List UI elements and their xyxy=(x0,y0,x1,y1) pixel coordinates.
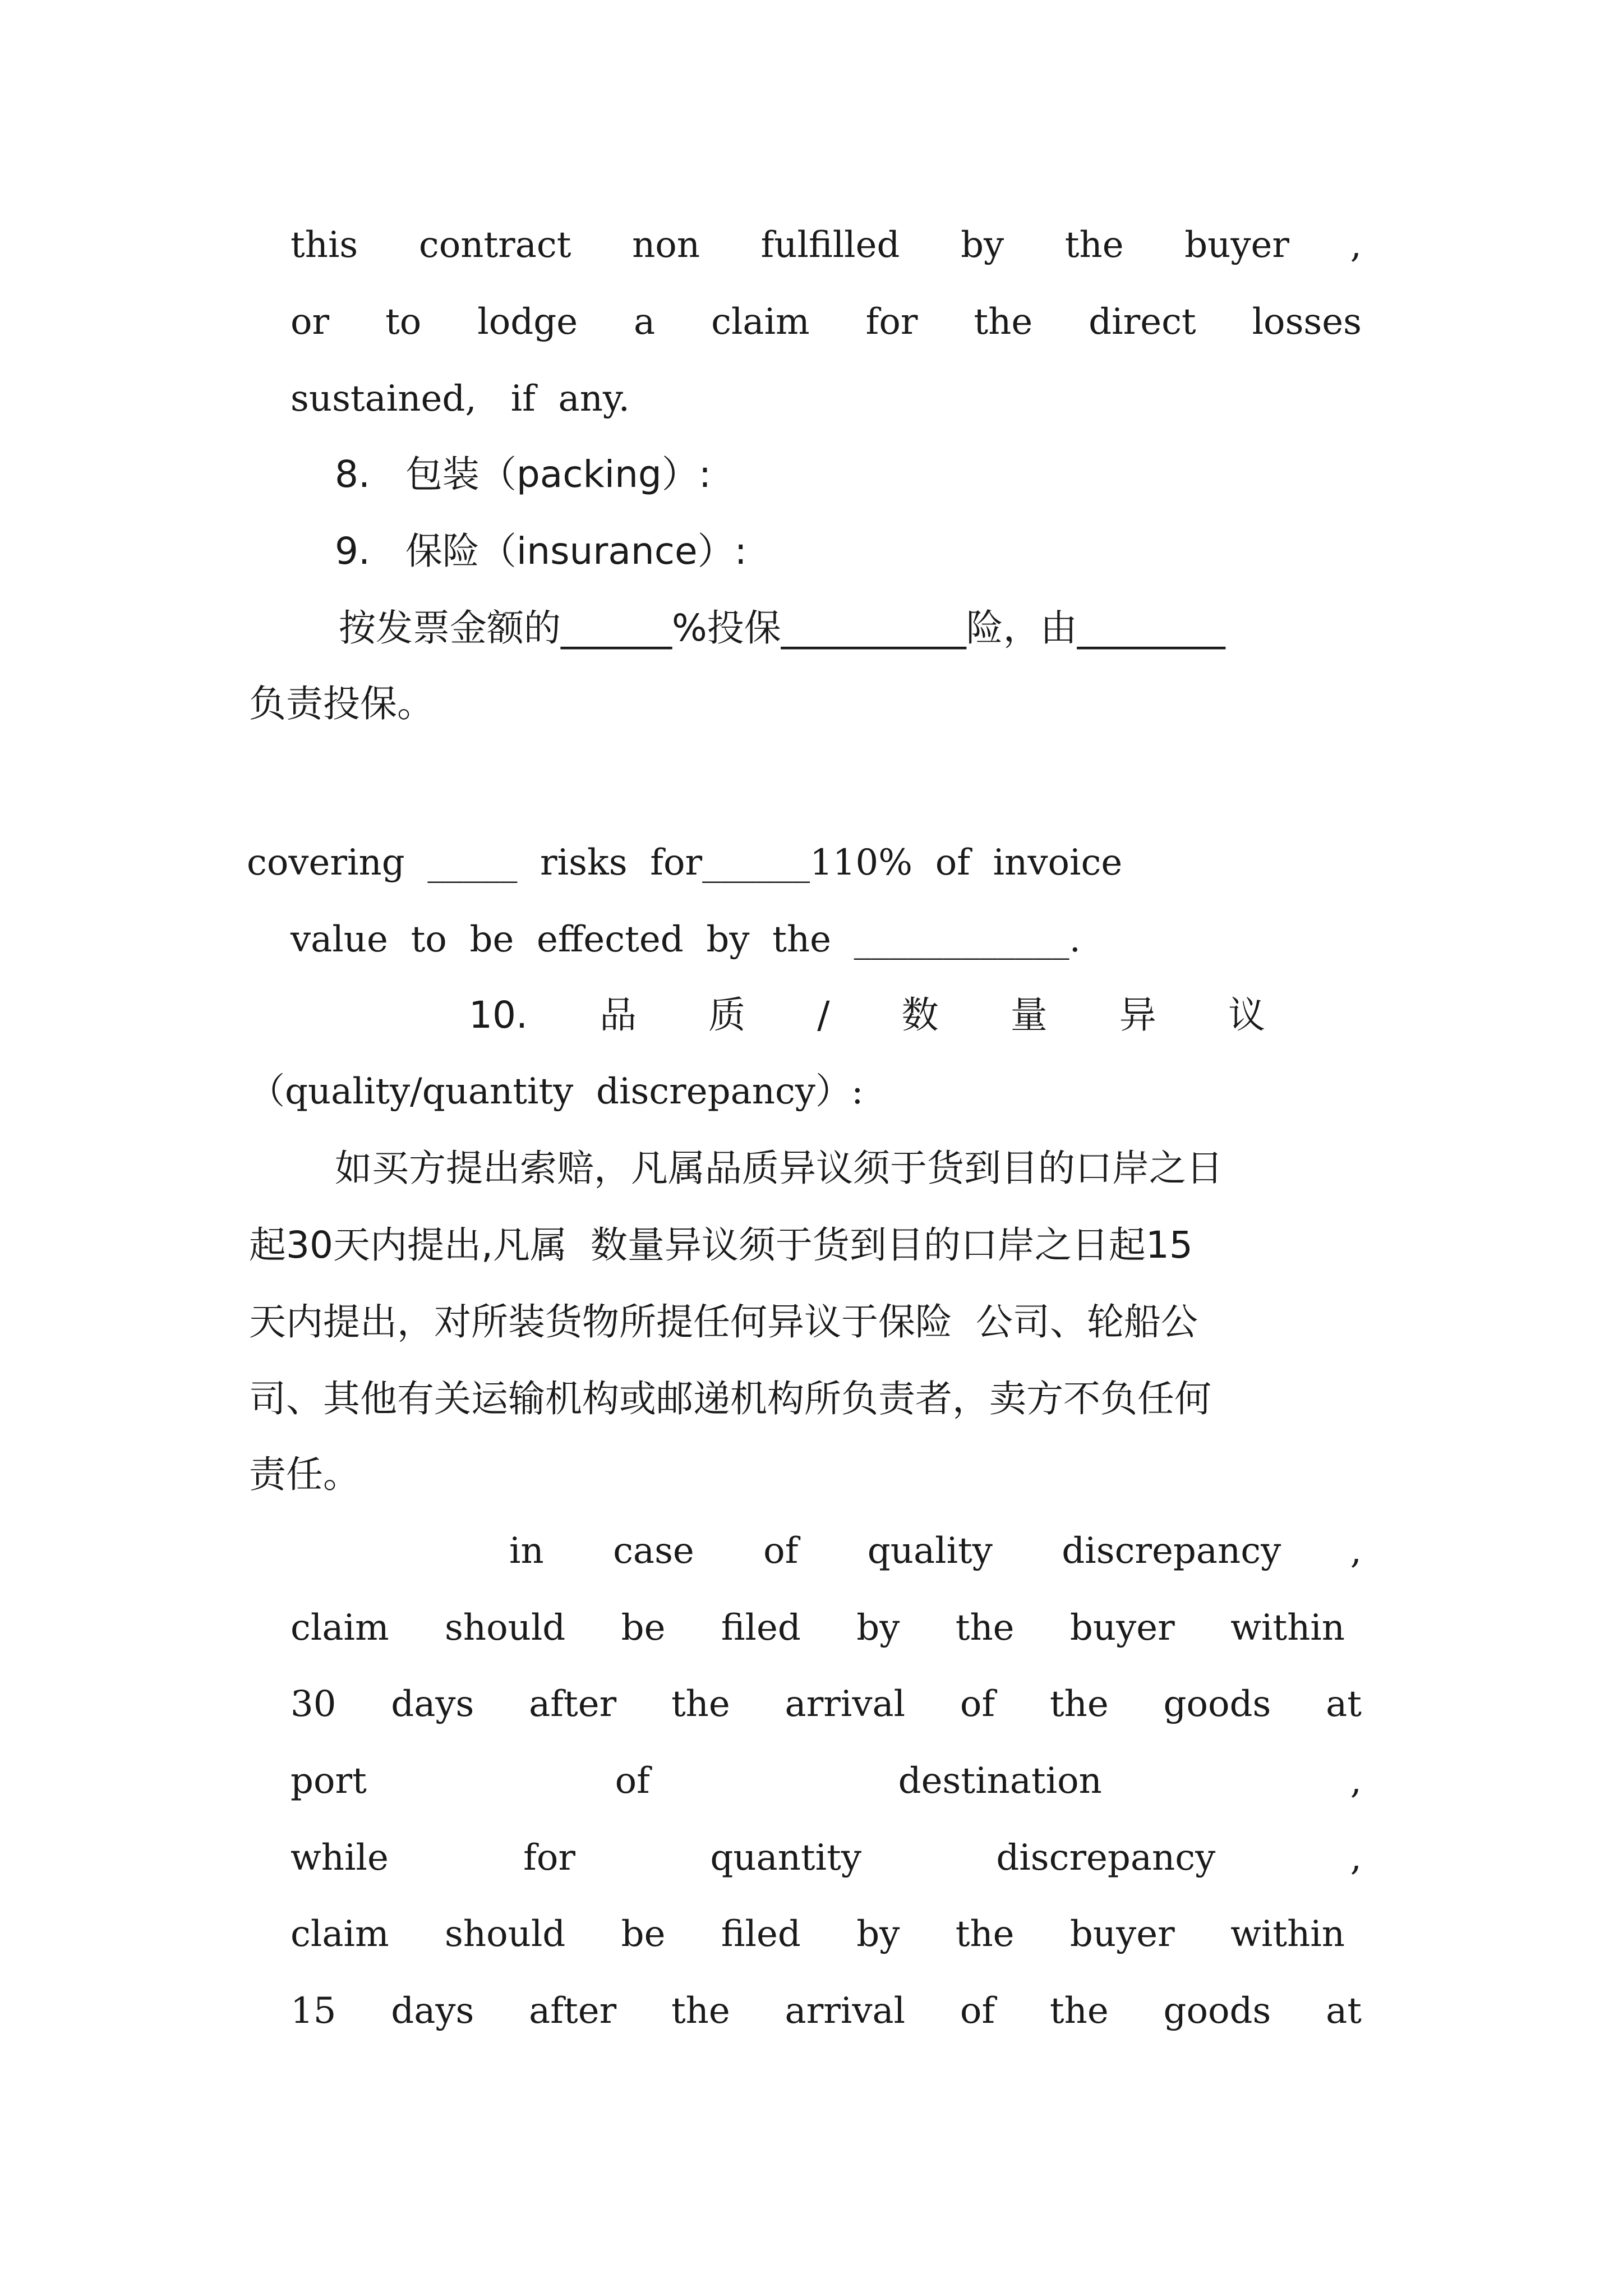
word: the xyxy=(955,1913,1015,1955)
word: claim xyxy=(291,1607,389,1649)
word: by xyxy=(856,1913,900,1955)
word: 10. xyxy=(469,993,528,1037)
word: fulfilled xyxy=(760,224,900,266)
word: port xyxy=(291,1760,367,1802)
word: for xyxy=(865,301,918,343)
word: after xyxy=(529,1683,617,1725)
word: 数 xyxy=(901,993,939,1037)
word: this xyxy=(291,224,358,266)
word: of xyxy=(960,1683,995,1725)
word: , xyxy=(1350,1837,1362,1879)
word: days xyxy=(391,1683,474,1725)
word: be xyxy=(621,1913,666,1955)
word: quantity xyxy=(710,1837,861,1879)
word: / xyxy=(817,993,830,1037)
word: goods xyxy=(1163,1683,1271,1725)
word: 15 xyxy=(291,1990,336,2032)
word: at xyxy=(1326,1990,1362,2032)
word: the xyxy=(671,1683,730,1725)
line-13: 起30天内提出,凡属 数量异议须于货到目的口岸之日起15 xyxy=(249,1223,1193,1267)
word: discrepancy xyxy=(1062,1530,1281,1572)
line-16: 责任。 xyxy=(249,1453,360,1496)
word: be xyxy=(621,1607,666,1649)
word: of xyxy=(763,1530,799,1572)
word: arrival xyxy=(785,1990,906,2032)
word: direct xyxy=(1089,301,1196,343)
line-7: 负责投保。 xyxy=(249,682,434,725)
word: buyer xyxy=(1184,224,1289,266)
line-22 xyxy=(291,1913,1345,1955)
word: the xyxy=(1049,1683,1109,1725)
word: , xyxy=(1350,1530,1362,1572)
line-4-packing: 8. 包装（packing）: xyxy=(335,453,712,496)
word: contract xyxy=(418,224,571,266)
word: within xyxy=(1230,1607,1345,1649)
word: in xyxy=(509,1530,544,1572)
word: buyer xyxy=(1069,1913,1175,1955)
word: at xyxy=(1326,1683,1362,1725)
word: 议 xyxy=(1228,993,1265,1037)
word: the xyxy=(671,1990,730,2032)
line-8-covering: covering _____ risks for______110% of invoice xyxy=(247,842,1123,884)
word: destination xyxy=(898,1760,1102,1802)
word: by xyxy=(961,224,1004,266)
word: to xyxy=(385,301,422,343)
line-17 xyxy=(509,1530,1362,1572)
line-3: sustained, if any. xyxy=(291,378,630,420)
word: case xyxy=(613,1530,694,1572)
word: of xyxy=(615,1760,650,1802)
word: goods xyxy=(1163,1990,1271,2032)
word: filed xyxy=(721,1913,801,1955)
word: buyer xyxy=(1069,1607,1175,1649)
word: a xyxy=(634,301,656,343)
word: , xyxy=(1350,224,1362,266)
line-6: 按发票金额的______%投保__________险，由________ xyxy=(339,606,1225,650)
word: for xyxy=(523,1837,575,1879)
line-18 xyxy=(291,1607,1345,1649)
word: 30 xyxy=(291,1683,336,1725)
line-23 xyxy=(291,1990,1362,2032)
word: the xyxy=(1049,1990,1109,2032)
line-21 xyxy=(291,1837,1362,1879)
line-2 xyxy=(291,301,1362,343)
line-9: value to be effected by the ____________. xyxy=(291,919,1081,960)
line-5-insurance: 9. 保险（insurance）: xyxy=(335,530,747,573)
line-10-heading xyxy=(469,993,1265,1037)
word: after xyxy=(529,1990,617,2032)
line-20 xyxy=(291,1760,1362,1802)
line-14: 天内提出，对所装货物所提任何异议于保险 公司、轮船公 xyxy=(249,1300,1198,1343)
word: arrival xyxy=(785,1683,906,1725)
line-1 xyxy=(291,224,1362,266)
word: the xyxy=(974,301,1033,343)
word: filed xyxy=(721,1607,801,1649)
line-12: 如买方提出索赔，凡属品质异议须于货到目的口岸之日 xyxy=(335,1147,1223,1190)
word: 质 xyxy=(708,993,746,1037)
word: , xyxy=(1350,1760,1362,1802)
word: should xyxy=(445,1607,566,1649)
word: lodge xyxy=(477,301,578,343)
word: days xyxy=(391,1990,474,2032)
word: 量 xyxy=(1010,993,1048,1037)
line-11: （quality/quantity discrepancy）: xyxy=(249,1071,864,1112)
word: 异 xyxy=(1119,993,1156,1037)
word: claim xyxy=(711,301,810,343)
word: of xyxy=(960,1990,995,2032)
word: claim xyxy=(291,1913,389,1955)
word: 品 xyxy=(600,993,637,1037)
word: losses xyxy=(1252,301,1362,343)
word: the xyxy=(955,1607,1015,1649)
word: by xyxy=(856,1607,900,1649)
word: should xyxy=(445,1913,566,1955)
line-15: 司、其他有关运输机构或邮递机构所负责者，卖方不负任何 xyxy=(249,1377,1211,1420)
word: the xyxy=(1064,224,1124,266)
word: or xyxy=(291,301,330,343)
word: within xyxy=(1230,1913,1345,1955)
line-19 xyxy=(291,1683,1362,1725)
word: discrepancy xyxy=(996,1837,1216,1879)
word: non xyxy=(632,224,700,266)
word: while xyxy=(291,1837,389,1879)
word: quality xyxy=(867,1530,993,1572)
